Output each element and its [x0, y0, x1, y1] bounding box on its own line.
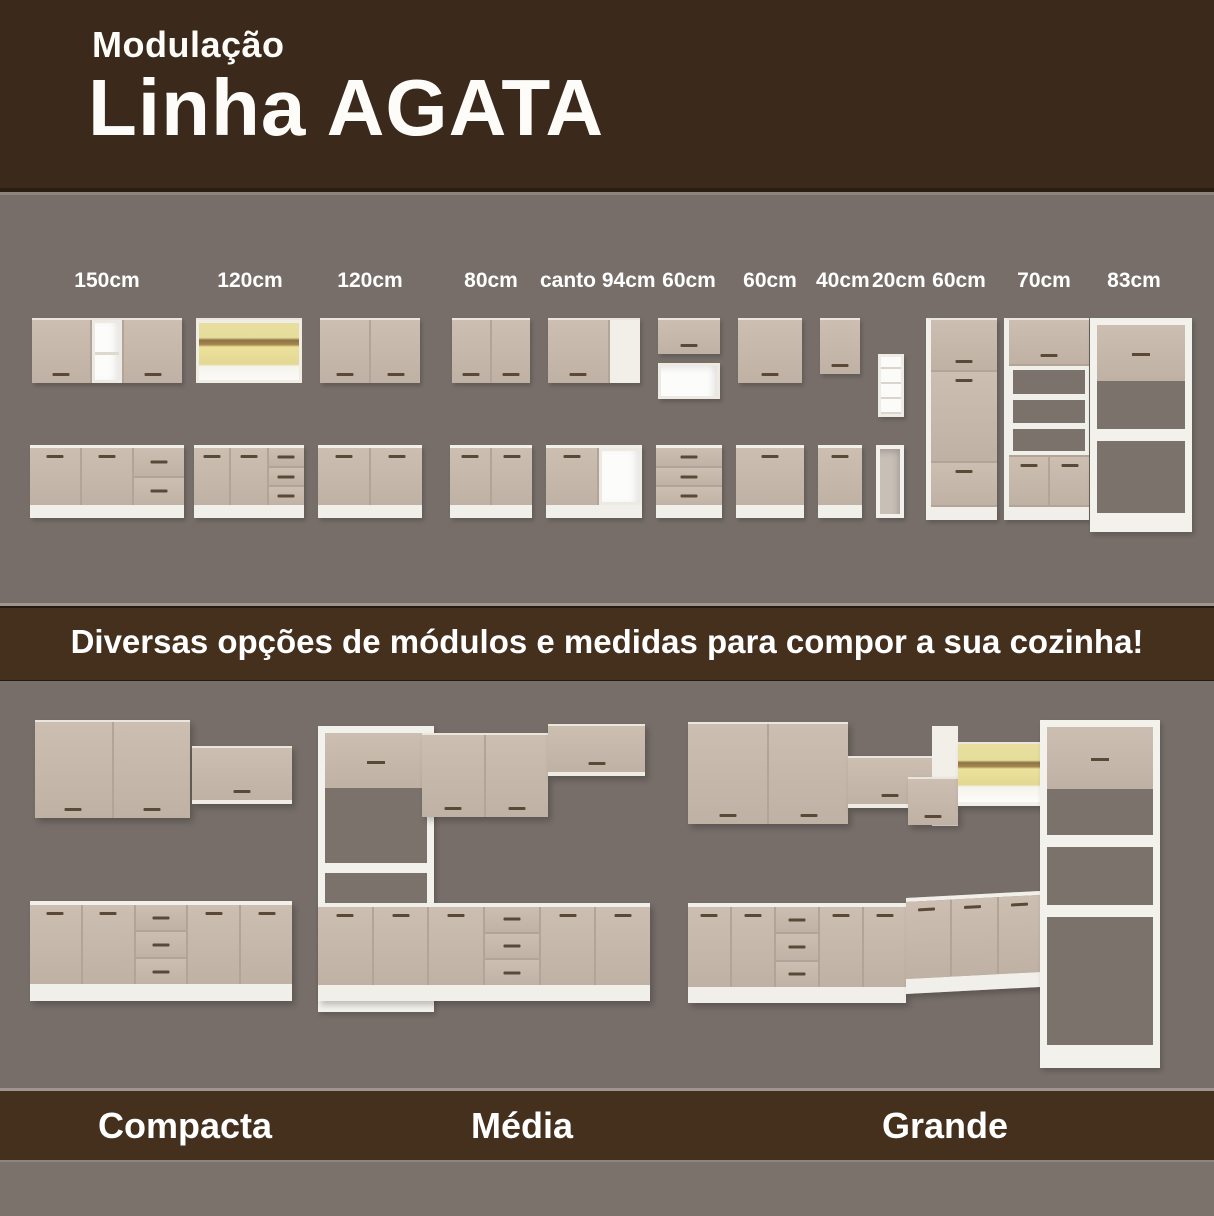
cabinet-door: [492, 448, 532, 505]
cabinet-plinth: [30, 505, 184, 518]
cabinet-plinth: [1009, 507, 1089, 520]
module-size-label: 150cm: [74, 269, 140, 292]
cabinet-drawer: [656, 448, 722, 466]
cabinet-door: [541, 907, 595, 985]
cabinet-plinth: [688, 987, 906, 1003]
module-size-label: 40cm: [816, 269, 870, 292]
cabinet-door: [318, 907, 372, 985]
cabinet-drawer: [136, 932, 187, 957]
cabinet-plinth: [736, 505, 804, 518]
kitchen-compacta-base: [30, 901, 292, 1001]
module-size-label: 120cm: [337, 269, 403, 292]
open-shelf-tower: [878, 354, 904, 417]
cabinet-door: [83, 905, 134, 984]
kitchen-compacta-wall-wide: [192, 746, 292, 804]
cabinet-drawer: [485, 934, 539, 959]
wall-cabinet-80: [452, 318, 530, 383]
drawer-stack: [269, 448, 304, 505]
module-size-label: 80cm: [464, 269, 518, 292]
cabinet-door: [114, 722, 191, 818]
base-cabinet-60-drawers: [656, 445, 722, 518]
cabinet-door: [736, 448, 804, 505]
cabinet-door: [124, 320, 182, 383]
cabinet-door: [429, 907, 483, 985]
cabinet-plinth: [1097, 513, 1185, 525]
cabinet-door: [30, 448, 80, 505]
cabinet-door: [820, 320, 860, 374]
cabinet-door: [371, 448, 422, 505]
kitchen-grande-tower: [1040, 720, 1160, 1068]
shelf-bar: [1097, 429, 1185, 441]
base-cabinet-40: [818, 445, 862, 518]
tall-cabinet-70: [1004, 318, 1089, 520]
header-band: [0, 0, 1214, 192]
cabinet-plinth: [318, 505, 422, 518]
cabinet-door: [818, 448, 862, 505]
cabinet-door: [452, 320, 490, 383]
wall-cabinet-corner-94: [548, 318, 640, 383]
cabinet-fronts: [688, 907, 906, 987]
cabinet-door: [906, 900, 950, 979]
cabinet-drawer: [269, 448, 304, 466]
cabinet-door: [864, 907, 906, 987]
shelf-bar: [325, 863, 427, 873]
wall-cabinet-120-glass: [196, 318, 302, 383]
module-size-label: 120cm: [217, 269, 283, 292]
kitchen-label-compacta: Compacta: [97, 1105, 273, 1146]
cabinet-door: [320, 320, 369, 383]
cabinet-door: [194, 448, 229, 505]
cabinet-door: [1097, 325, 1185, 381]
cabinet-door: [952, 897, 996, 976]
cabinet-fronts: [30, 448, 184, 505]
cabinet-drawer: [656, 487, 722, 505]
base-cabinet-60: [736, 445, 804, 518]
tall-frame-83: [1090, 318, 1192, 532]
open-shelf: [92, 320, 121, 383]
kitchen-compacta-wall: [35, 720, 190, 818]
wall-cabinet-40: [820, 318, 860, 374]
cabinet-door: [1050, 457, 1089, 505]
cabinet-plinth: [656, 505, 722, 518]
cabinet-fronts: [450, 448, 532, 505]
page-title: Linha AGATA: [88, 63, 605, 152]
banner-frame: [0, 603, 1214, 681]
bottom-margin: [0, 1160, 1214, 1216]
cabinet-door: [658, 320, 720, 354]
cabinet-drawer: [485, 907, 539, 932]
cabinet-drawer: [136, 959, 187, 984]
kitchen-media-wall-wide: [548, 724, 645, 776]
cabinet-plinth: [1047, 1045, 1153, 1061]
module-size-label: canto 94cm: [540, 269, 656, 292]
cabinet-drawer: [134, 478, 184, 506]
header-kicker: Modulação: [92, 24, 285, 65]
open-shelves: [1009, 366, 1089, 455]
cabinet-drawer: [656, 468, 722, 486]
corner-panel: [610, 320, 640, 383]
shelf-bar: [1047, 905, 1153, 917]
cabinet-plinth: [194, 505, 304, 518]
cabinet-door: [35, 722, 112, 818]
modules-section: [0, 192, 1214, 606]
footer-band: [0, 1088, 1214, 1165]
open-base-tower: [876, 445, 904, 518]
module-size-label: 60cm: [932, 269, 986, 292]
cabinet-door: [32, 320, 90, 383]
cabinet-plinth: [30, 984, 292, 1001]
cabinet-drawer: [134, 448, 184, 476]
cabinet-door: [688, 724, 767, 824]
wall-cabinet-120: [320, 318, 420, 383]
cabinet-drawer: [269, 468, 304, 486]
wall-cabinet-150: [32, 318, 182, 383]
cabinet-door: [820, 907, 862, 987]
cabinet-door: [931, 463, 997, 505]
kitchen-label-grande: Grande: [881, 1105, 1009, 1146]
kitchen-label-media: Média: [470, 1105, 574, 1146]
cabinet-door: [908, 779, 958, 825]
cabinet-door: [1047, 727, 1153, 789]
cabinet-fronts: [194, 448, 304, 505]
cabinet-door: [548, 320, 608, 383]
cabinet-door: [422, 735, 484, 817]
cabinet-door: [82, 448, 132, 505]
cabinet-drawer: [776, 934, 818, 959]
base-cabinet-120: [194, 445, 304, 518]
drawer-stack: [485, 907, 539, 985]
open-corner-door: [599, 448, 642, 505]
cabinet-fronts: [818, 448, 862, 505]
base-cabinet-80: [450, 445, 532, 518]
cabinet-fronts: [318, 448, 422, 505]
cabinet-door: [374, 907, 428, 985]
cabinet-fronts: [546, 448, 642, 505]
cabinet-door: [231, 448, 266, 505]
base-cabinet-corner-94: [546, 445, 642, 518]
cabinet-door: [492, 320, 530, 383]
module-size-label: 83cm: [1107, 269, 1161, 292]
cabinet-door: [450, 448, 490, 505]
banner-text: Diversas opções de módulos e medidas para compor a sua cozinha!: [0, 606, 1214, 682]
cabinet-door: [546, 448, 597, 505]
cabinet-door: [548, 726, 645, 772]
cabinet-door: [931, 372, 997, 461]
cabinet-fronts: [656, 448, 722, 505]
cabinet-door: [188, 905, 239, 984]
cabinet-drawer: [776, 962, 818, 987]
cabinet-drawer: [269, 487, 304, 505]
kitchen-grande-glass-cabinet: [958, 742, 1042, 806]
wall-cabinet-60: [738, 318, 802, 383]
cabinet-drawer: [136, 905, 187, 930]
module-size-label: 20cm: [872, 269, 926, 292]
cabinet-door: [192, 748, 292, 800]
tall-cabinet-60: [926, 318, 997, 520]
cabinet-door: [688, 907, 730, 987]
shelf-bar: [1047, 835, 1153, 847]
module-size-label: 60cm: [743, 269, 797, 292]
kitchen-media-wall: [422, 733, 548, 817]
cabinet-fronts: [736, 448, 804, 505]
module-size-label: 60cm: [662, 269, 716, 292]
drawer-stack: [134, 448, 184, 505]
cabinet-door: [1009, 457, 1048, 505]
cabinet-door: [999, 895, 1043, 974]
kitchen-media-base: [318, 903, 650, 1001]
cabinet-door: [486, 735, 548, 817]
drawer-stack: [656, 448, 722, 505]
kitchen-grande-wall-low: [908, 777, 958, 825]
cabinet-plinth: [931, 507, 997, 520]
cabinet-plinth: [318, 985, 650, 1001]
module-size-label: 70cm: [1017, 269, 1071, 292]
kitchens-section: [0, 681, 1214, 1088]
cabinet-fronts: [30, 905, 292, 984]
kitchen-grande-wall: [688, 722, 848, 824]
base-cabinet-150: [30, 445, 184, 518]
cabinet-door: [241, 905, 292, 984]
base-cabinet-120b: [318, 445, 422, 518]
cabinet-door: [1009, 320, 1089, 364]
cabinet-door: [732, 907, 774, 987]
cabinet-door: [325, 733, 427, 788]
cabinet-door: [931, 320, 997, 370]
cabinet-drawer: [776, 907, 818, 932]
open-niche: [658, 363, 720, 399]
drawer-stack: [776, 907, 818, 987]
kitchen-grande-base-left: [688, 903, 906, 1003]
cabinet-door: [371, 320, 420, 383]
cabinet-plinth: [546, 505, 642, 518]
drawer-stack: [136, 905, 187, 984]
cabinet-door: [596, 907, 650, 985]
cabinet-door: [318, 448, 369, 505]
cabinet-door: [769, 724, 848, 824]
wall-cabinet-60-short: [658, 318, 720, 354]
cabinet-door: [738, 320, 802, 383]
cabinet-fronts: [1009, 457, 1089, 505]
cabinet-fronts: [318, 907, 650, 985]
cabinet-plinth: [818, 505, 862, 518]
cabinet-plinth: [450, 505, 532, 518]
cabinet-door: [30, 905, 81, 984]
cabinet-drawer: [485, 960, 539, 985]
